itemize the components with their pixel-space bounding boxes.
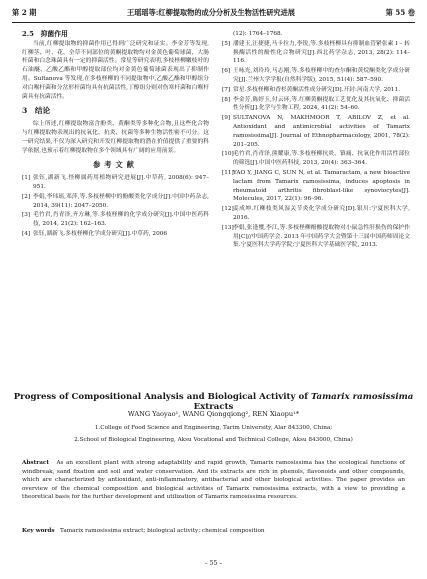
reference-number: [2] <box>22 193 31 200</box>
reference-item <box>222 96 410 114</box>
reference-item <box>22 174 209 192</box>
reference-number: [5] <box>222 40 231 47</box>
paragraph: 综上所述,红柳提取物富含酚类、黄酮类等多种化合物,且这些化合物与红柳提取物表现出的抗氧化、抗炎、抗菌等多种生物活性密不可分。这一研究结果,不仅为深入研究和开发红柳提取物的潜在价值提供了重要的科学依据,也预示着红柳提取物在多个领域具有广阔的应用前景。 <box>22 121 209 154</box>
reference-text: 王咏光,刘玲玲,马志刚,等.多枝柽柳中的查尔酮和黄烷酮类化学成分研究[J].兰州大学学报(自然科学版), 2015, 51(4): 587–590. <box>233 68 410 83</box>
reference-number: [6] <box>222 68 231 75</box>
references-heading: 参考文献 <box>93 160 138 170</box>
reference-item <box>222 224 410 250</box>
reference-text: 张钰,湖新飞.怪柳属药用植物研究进展[J].中草药, 2008(6): 947–951. <box>33 175 209 190</box>
reference-text: 常星.多枝柽柳和香杉黄酮活性成分研究[D].开封:河南大学, 2011. <box>233 86 401 93</box>
reference-item <box>22 230 209 239</box>
running-header <box>12 7 415 19</box>
english-keywords <box>22 528 405 534</box>
reference-text: 毛竹君,肖青泽,齐方琳,等.多枝柽柳的化学成分研究[J].中国中医药科技, 2014, 21(2): 162–163. <box>33 212 209 228</box>
reference-item <box>222 86 410 95</box>
running-title: 王瑶瑶等:红柳提取物的成分分析及生物活性研究进展 <box>127 8 295 17</box>
reference-number: [13] <box>222 224 234 231</box>
reference-number: [7] <box>222 86 231 93</box>
paragraph: 当前,红柳提取物的抑菌作用已得到广泛研究和证实。李金芳等发现,红柳茎、叶、花、全草不同部位的黄酮提取物均对金黄色葡萄球菌、大肠杆菌和白念珠菌具有一定的抑菌活性。常星等研究表明,多枝柽柳嫩枝叶的石油醚、乙酸乙酯和甲醇提取部位均对金黄色葡萄球菌表现出了抑制作用。Sultanova 等发现,在多枝柽柳的不同提取物中,乙酸乙酯和甲醇组分对白喉杆菌和分岔形杆菌均具有抗菌活性,丁醇组分则对伤寒杆菌和白喉杆菌具有抗菌活性。 <box>22 40 209 100</box>
english-title: Progress of Compositional Analysis and Biological Activity of Tamarix ramosissima Extracts <box>13 392 414 412</box>
reference-item <box>222 150 410 168</box>
reference-item <box>222 205 410 223</box>
abstract-text: As an excellent plant with strong adaptability and rapid growth, Tamarix ramosissima has the ecological functions of windbreak, sand fixation and soil and water conservation. And its extracts are rich in phenols, flavonoids and other compounds, which are characterized by antioxidant, anti-inflammatory, antibacterial and other biological activities. The paper provides an overview of the chemical composition and biological activities of Tamarix ramosissima extracts, with a view to providing a theoretical basis for the further development and utilization of Tamarix ramosissima resources. <box>22 460 405 501</box>
keywords-label: Key words <box>22 528 55 534</box>
reference-text: 李娟,李玮瑶,邓萍,等.多枝柽柳中的酚酸类化学成分[J].中国中药杂志, 2014, 39(11): 2047–2050. <box>33 193 209 209</box>
reference-number: [1] <box>22 175 31 182</box>
reference-number: [8] <box>222 96 231 103</box>
reference-number: [10] <box>222 151 234 158</box>
left-column <box>22 30 209 240</box>
affiliation: 2.School of Biological Engineering, Aksu Vocational and Technical College, Aksu 843000, China) <box>74 437 353 443</box>
reference-text: 李娟,张逢璽,李江,等.多枝柽柳酚酸提取物对小鼠急性肝损伤的保护作用[C]//中国药学会. 2013 年中国药学大会暨第十三届中国药师周论文集.宁夏医科大学药学院;宁夏医科大学基础医学院, 2013. <box>233 224 410 249</box>
reference-item <box>22 211 209 229</box>
reference-list <box>222 30 410 250</box>
reference-text: 毛竹君,肖青泽,熊耀康,等.多枝柽柳抗炎、镇痛、抗氧化作用活性部位的筛选[J].中国中医药科技, 2013, 20(4): 363–364. <box>233 151 410 167</box>
english-authors: WANG Yaoyao¹, WANG Qiongqiong², REN Xiaopu¹* <box>127 410 300 418</box>
reference-list <box>22 174 209 239</box>
reference-item <box>222 169 410 204</box>
section-heading: 3 结论 <box>22 106 51 116</box>
reference-item <box>222 114 410 149</box>
reference-text: YAO Y, JIANG C, SUN N, et al. Tamaractam, a new bioactive lactam from Tamarix ramosissima, induces apoptosis in rheumatoid arthritis fibroblast-like synoviocytes[J]. Molecules, 2017, 22(1): 96–96. <box>233 169 410 203</box>
abstract-label: Abstract <box>22 460 49 466</box>
page-number: – 55 – <box>204 560 223 567</box>
reference-item <box>222 67 410 85</box>
reference-text: 李金芳,陈婷玉,付云环,等.红柳黄酮提取工艺优化及其抗氧化、抑菌活性分析[J].化学与生物工程, 2024, 41(2): 54–60. <box>233 96 410 112</box>
header-rule <box>12 22 415 23</box>
reference-text: 姜成坤.红柳枝类风湿关节炎化学成分研究[D].银川:宁夏医科大学, 2016. <box>233 206 410 221</box>
affiliation: 1.College of Food Science and Engineering, Tarim University, Alar 843300, China; <box>94 425 333 431</box>
reference-number: [12] <box>222 206 234 213</box>
reference-text: 潘建玉,汪捷捷,马卡拉力,李锐,等.多枝柽柳具有抑制血管紧张素 I – 转换酶活性的酚性化合物研究[J].西北药学杂志, 2013, 28(2): 114–116. <box>233 40 410 65</box>
reference-item <box>222 40 410 66</box>
reference-number: [3] <box>22 212 31 219</box>
reference-number: [11] <box>222 169 234 176</box>
reference-item <box>222 30 410 39</box>
reference-text: 张钰,湖新飞.多枝柽柳化学成分研究[J].中草药, 2006 <box>33 230 168 237</box>
reference-text: SULTANOVA N, MAKHMOOR T, ABILOV Z, et al. Antioxidant and antimicrobial activities of Tamarix ramosissima[J]. Journal of Ethnopharmacology, 2001, 78(2): 201–205. <box>233 115 410 148</box>
issue-label: 第 2 期 <box>12 8 37 17</box>
reference-number <box>222 30 233 39</box>
english-abstract <box>22 459 405 502</box>
keywords-text: Tamarix ramosissima extract; biological activity; chemical composition <box>60 528 265 534</box>
reference-item <box>22 193 209 211</box>
right-column <box>222 30 410 251</box>
section-heading: 2.5 抑菌作用 <box>22 30 68 38</box>
volume-label: 第 55 卷 <box>385 8 415 17</box>
reference-number: [4] <box>22 230 31 237</box>
reference-number: [9] <box>222 115 231 122</box>
reference-text: (12): 1764–1768. <box>233 31 283 37</box>
